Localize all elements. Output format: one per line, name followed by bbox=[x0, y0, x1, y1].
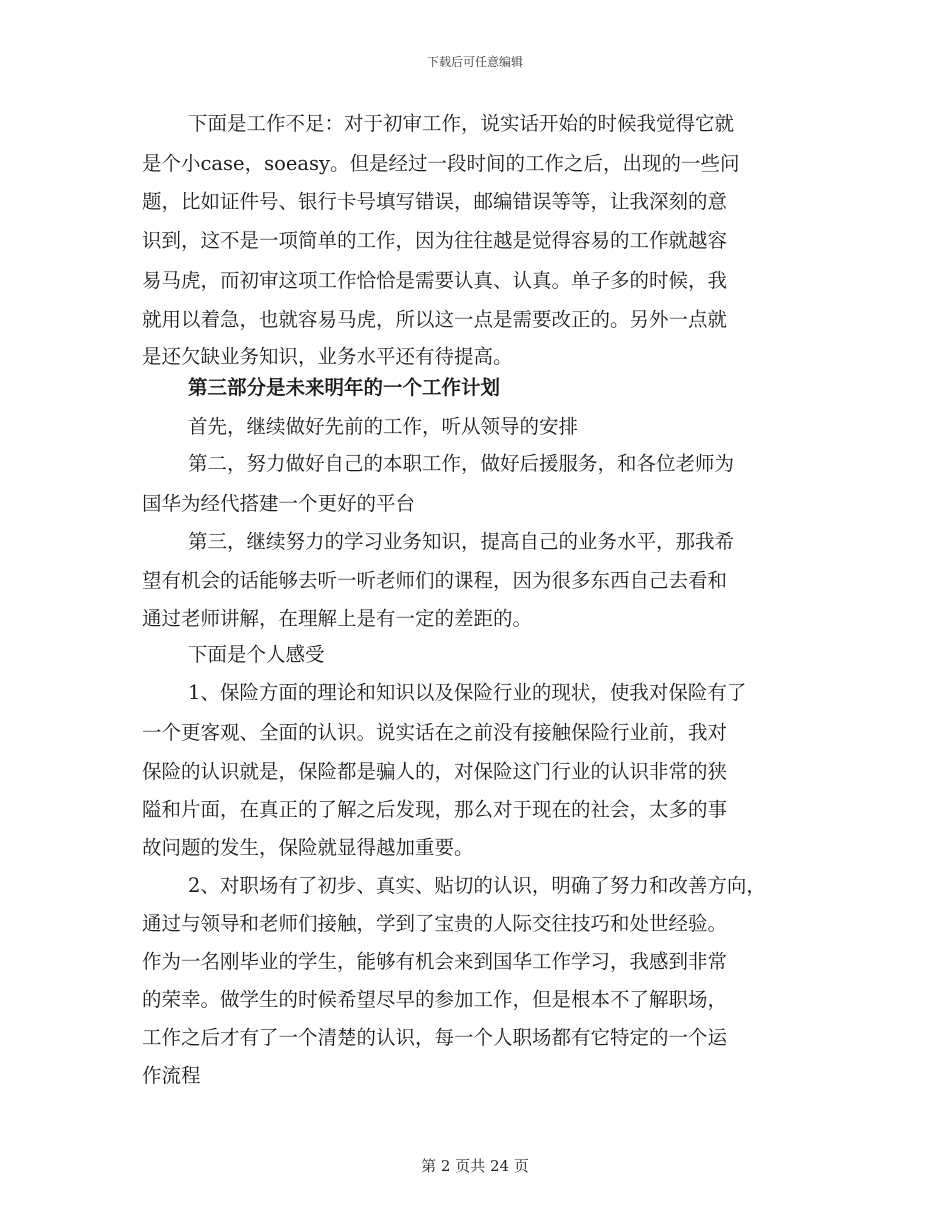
text-line: 的荣幸。做学生的时候希望尽早的参加工作，但是根本不了解职场， bbox=[142, 988, 728, 1011]
text-line: 2、对职场有了初步、真实、贴切的认识，明确了努力和改善方向， bbox=[188, 874, 766, 897]
text-line: 保险的认识就是，保险都是骗人的，对保险这门行业的认识非常的狭 bbox=[142, 760, 728, 783]
text-line: 1、保险方面的理论和知识以及保险行业的现状，使我对保险有了 bbox=[188, 681, 747, 704]
text-line: 下面是个人感受 bbox=[188, 643, 325, 666]
text-line: 作为一名刚毕业的学生，能够有机会来到国华工作学习，我感到非常 bbox=[142, 950, 728, 973]
text-line: 一个更客观、全面的认识。说实话在之前没有接触保险行业前，我对 bbox=[142, 721, 728, 744]
section-heading: 第三部分是未来明年的一个工作计划 bbox=[188, 376, 501, 399]
text-line: 题，比如证件号、银行卡号填写错误，邮编错误等等，让我深刻的意 bbox=[142, 190, 728, 213]
text-line: 识到，这不是一项简单的工作，因为往往越是觉得容易的工作就越容 bbox=[142, 229, 728, 252]
text-line: 易马虎，而初审这项工作恰恰是需要认真、认真。单子多的时候，我 bbox=[142, 269, 728, 292]
text-line: 是还欠缺业务知识，业务水平还有待提高。 bbox=[142, 345, 513, 368]
text-line: 下面是工作不足：对于初审工作，说实话开始的时候我觉得它就 bbox=[188, 112, 735, 135]
text-line: 首先，继续做好先前的工作，听从领导的安排 bbox=[188, 415, 579, 438]
page-footer: 第 2 页共 24 页 bbox=[421, 1157, 529, 1175]
text-line: 第二，努力做好自己的本职工作，做好后援服务，和各位老师为 bbox=[188, 452, 735, 475]
page-header: 下载后可任意编辑 bbox=[426, 55, 523, 69]
text-line: 第三，继续努力的学习业务知识，提高自己的业务水平，那我希 bbox=[188, 530, 735, 553]
text-line: 望有机会的话能够去听一听老师们的课程，因为很多东西自己去看和 bbox=[142, 569, 728, 592]
text-line: 就用以着急，也就容易马虎，所以这一点是需要改正的。另外一点就 bbox=[142, 308, 728, 331]
text-line: 工作之后才有了一个清楚的认识，每一个人职场都有它特定的一个运 bbox=[142, 1026, 728, 1049]
text-line: 隘和片面，在真正的了解之后发现，那么对于现在的社会，太多的事 bbox=[142, 798, 728, 821]
text-line: 作流程 bbox=[142, 1064, 201, 1087]
text-line: 通过老师讲解，在理解上是有一定的差距的。 bbox=[142, 607, 533, 630]
text-line: 国华为经代搭建一个更好的平台 bbox=[142, 492, 416, 515]
text-line: 是个小case，soeasy。但是经过一段时间的工作之后，出现的一些问 bbox=[142, 152, 740, 175]
text-line: 故问题的发生，保险就显得越加重要。 bbox=[142, 836, 474, 859]
text-line: 通过与领导和老师们接触，学到了宝贵的人际交往技巧和处世经验。 bbox=[142, 912, 728, 935]
